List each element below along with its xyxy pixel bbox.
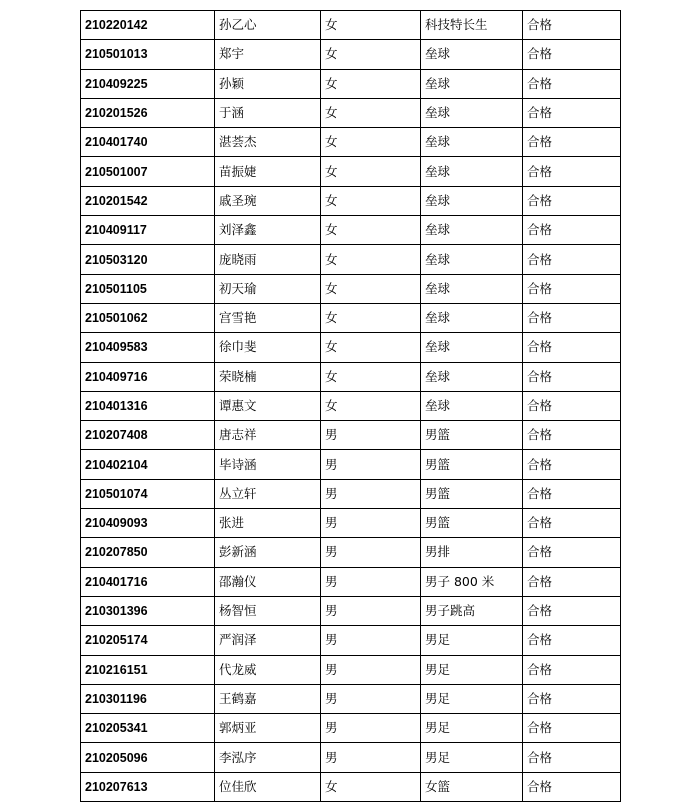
result-cell: 合格 xyxy=(523,714,621,743)
student-name-cell: 丛立轩 xyxy=(215,479,321,508)
result-cell: 合格 xyxy=(523,362,621,391)
table-row xyxy=(81,596,621,625)
result-cell: 合格 xyxy=(523,479,621,508)
student-id-cell: 210503120 xyxy=(81,245,215,274)
student-id-cell: 210207613 xyxy=(81,772,215,801)
student-name-cell: 毕诗涵 xyxy=(215,450,321,479)
result-cell: 合格 xyxy=(523,303,621,332)
table-row xyxy=(81,479,621,508)
specialty-item-cell: 垒球 xyxy=(421,128,523,157)
gender-cell: 男 xyxy=(321,421,421,450)
result-cell: 合格 xyxy=(523,274,621,303)
student-name-cell: 戚圣琬 xyxy=(215,186,321,215)
student-id-cell: 210201526 xyxy=(81,98,215,127)
result-cell: 合格 xyxy=(523,538,621,567)
student-name-cell: 严润泽 xyxy=(215,626,321,655)
student-name-cell: 荣晓楠 xyxy=(215,362,321,391)
student-name-cell: 于涵 xyxy=(215,98,321,127)
gender-cell: 男 xyxy=(321,626,421,655)
specialty-item-cell: 男篮 xyxy=(421,421,523,450)
result-cell: 合格 xyxy=(523,157,621,186)
roster-table xyxy=(80,10,621,802)
table-row xyxy=(81,450,621,479)
student-name-cell: 彭新涵 xyxy=(215,538,321,567)
specialty-item-cell: 垒球 xyxy=(421,98,523,127)
result-cell: 合格 xyxy=(523,186,621,215)
student-id-cell: 210207850 xyxy=(81,538,215,567)
student-name-cell: 孙乙心 xyxy=(215,11,321,40)
specialty-item-cell: 垒球 xyxy=(421,157,523,186)
gender-cell: 男 xyxy=(321,538,421,567)
gender-cell: 男 xyxy=(321,743,421,772)
gender-cell: 女 xyxy=(321,391,421,420)
gender-cell: 男 xyxy=(321,509,421,538)
specialty-item-cell: 男篮 xyxy=(421,509,523,538)
student-name-cell: 杨智恒 xyxy=(215,596,321,625)
result-cell: 合格 xyxy=(523,69,621,98)
table-row xyxy=(81,421,621,450)
result-cell: 合格 xyxy=(523,743,621,772)
result-cell: 合格 xyxy=(523,98,621,127)
gender-cell: 女 xyxy=(321,186,421,215)
result-cell: 合格 xyxy=(523,421,621,450)
specialty-item-cell: 男足 xyxy=(421,743,523,772)
gender-cell: 男 xyxy=(321,450,421,479)
student-id-cell: 210401716 xyxy=(81,567,215,596)
specialty-item-cell: 垒球 xyxy=(421,362,523,391)
student-name-cell: 代龙威 xyxy=(215,655,321,684)
student-id-cell: 210409583 xyxy=(81,333,215,362)
table-row xyxy=(81,303,621,332)
student-name-cell: 王鹤嘉 xyxy=(215,684,321,713)
student-name-cell: 庞晓雨 xyxy=(215,245,321,274)
table-row xyxy=(81,98,621,127)
table-row xyxy=(81,362,621,391)
result-cell: 合格 xyxy=(523,684,621,713)
specialty-item-cell: 男足 xyxy=(421,684,523,713)
student-id-cell: 210501062 xyxy=(81,303,215,332)
student-id-cell: 210205096 xyxy=(81,743,215,772)
student-name-cell: 苗振婕 xyxy=(215,157,321,186)
gender-cell: 女 xyxy=(321,98,421,127)
student-name-cell: 徐巾斐 xyxy=(215,333,321,362)
table-row xyxy=(81,128,621,157)
student-name-cell: 郭炳亚 xyxy=(215,714,321,743)
gender-cell: 女 xyxy=(321,40,421,69)
gender-cell: 女 xyxy=(321,274,421,303)
gender-cell: 男 xyxy=(321,567,421,596)
gender-cell: 女 xyxy=(321,216,421,245)
student-id-cell: 210501007 xyxy=(81,157,215,186)
specialty-item-cell: 垒球 xyxy=(421,216,523,245)
gender-cell: 女 xyxy=(321,69,421,98)
student-name-cell: 孙颖 xyxy=(215,69,321,98)
gender-cell: 女 xyxy=(321,333,421,362)
student-id-cell: 210409117 xyxy=(81,216,215,245)
table-row xyxy=(81,186,621,215)
result-cell: 合格 xyxy=(523,11,621,40)
student-name-cell: 初天瑜 xyxy=(215,274,321,303)
specialty-item-cell: 垒球 xyxy=(421,245,523,274)
result-cell: 合格 xyxy=(523,450,621,479)
gender-cell: 女 xyxy=(321,772,421,801)
specialty-item-cell: 男子 800 米 xyxy=(421,567,523,596)
specialty-item-cell: 垒球 xyxy=(421,69,523,98)
result-cell: 合格 xyxy=(523,128,621,157)
result-cell: 合格 xyxy=(523,509,621,538)
specialty-item-cell: 垒球 xyxy=(421,303,523,332)
result-cell: 合格 xyxy=(523,245,621,274)
specialty-item-cell: 男排 xyxy=(421,538,523,567)
student-id-cell: 210501074 xyxy=(81,479,215,508)
table-row xyxy=(81,509,621,538)
specialty-item-cell: 垒球 xyxy=(421,391,523,420)
table-row xyxy=(81,216,621,245)
student-name-cell: 邵瀚仪 xyxy=(215,567,321,596)
specialty-item-cell: 男足 xyxy=(421,655,523,684)
table-row xyxy=(81,333,621,362)
student-id-cell: 210205174 xyxy=(81,626,215,655)
table-row xyxy=(81,69,621,98)
gender-cell: 女 xyxy=(321,362,421,391)
table-row xyxy=(81,40,621,69)
roster-table-body xyxy=(81,11,621,802)
table-row xyxy=(81,655,621,684)
specialty-item-cell: 男篮 xyxy=(421,450,523,479)
specialty-item-cell: 垒球 xyxy=(421,40,523,69)
gender-cell: 女 xyxy=(321,303,421,332)
result-cell: 合格 xyxy=(523,772,621,801)
specialty-item-cell: 男足 xyxy=(421,626,523,655)
gender-cell: 女 xyxy=(321,157,421,186)
gender-cell: 女 xyxy=(321,128,421,157)
result-cell: 合格 xyxy=(523,391,621,420)
gender-cell: 男 xyxy=(321,596,421,625)
specialty-item-cell: 垒球 xyxy=(421,186,523,215)
specialty-item-cell: 女篮 xyxy=(421,772,523,801)
specialty-item-cell: 垒球 xyxy=(421,274,523,303)
student-id-cell: 210501013 xyxy=(81,40,215,69)
table-row xyxy=(81,743,621,772)
table-row xyxy=(81,274,621,303)
result-cell: 合格 xyxy=(523,333,621,362)
gender-cell: 男 xyxy=(321,479,421,508)
student-name-cell: 位佳欣 xyxy=(215,772,321,801)
table-row xyxy=(81,245,621,274)
roster-sheet xyxy=(80,10,620,802)
specialty-item-cell: 垒球 xyxy=(421,333,523,362)
student-id-cell: 210409716 xyxy=(81,362,215,391)
student-id-cell: 210401740 xyxy=(81,128,215,157)
student-id-cell: 210402104 xyxy=(81,450,215,479)
specialty-item-cell: 男子跳高 xyxy=(421,596,523,625)
gender-cell: 男 xyxy=(321,684,421,713)
table-row xyxy=(81,626,621,655)
specialty-item-cell: 男足 xyxy=(421,714,523,743)
student-id-cell: 210220142 xyxy=(81,11,215,40)
table-row xyxy=(81,714,621,743)
table-row xyxy=(81,157,621,186)
student-name-cell: 刘泽鑫 xyxy=(215,216,321,245)
gender-cell: 男 xyxy=(321,714,421,743)
student-id-cell: 210216151 xyxy=(81,655,215,684)
result-cell: 合格 xyxy=(523,655,621,684)
student-id-cell: 210409225 xyxy=(81,69,215,98)
table-row xyxy=(81,391,621,420)
student-name-cell: 宫雪艳 xyxy=(215,303,321,332)
result-cell: 合格 xyxy=(523,567,621,596)
student-name-cell: 谭惠文 xyxy=(215,391,321,420)
gender-cell: 女 xyxy=(321,11,421,40)
student-name-cell: 李泓序 xyxy=(215,743,321,772)
student-name-cell: 张进 xyxy=(215,509,321,538)
student-id-cell: 210409093 xyxy=(81,509,215,538)
table-row xyxy=(81,538,621,567)
gender-cell: 女 xyxy=(321,245,421,274)
table-row xyxy=(81,772,621,801)
student-id-cell: 210501105 xyxy=(81,274,215,303)
student-name-cell: 郑宇 xyxy=(215,40,321,69)
result-cell: 合格 xyxy=(523,596,621,625)
specialty-item-cell: 科技特长生 xyxy=(421,11,523,40)
table-row xyxy=(81,684,621,713)
student-id-cell: 210301196 xyxy=(81,684,215,713)
result-cell: 合格 xyxy=(523,216,621,245)
table-row xyxy=(81,11,621,40)
result-cell: 合格 xyxy=(523,626,621,655)
student-id-cell: 210201542 xyxy=(81,186,215,215)
result-cell: 合格 xyxy=(523,40,621,69)
table-row xyxy=(81,567,621,596)
student-id-cell: 210207408 xyxy=(81,421,215,450)
specialty-item-cell: 男篮 xyxy=(421,479,523,508)
student-id-cell: 210301396 xyxy=(81,596,215,625)
gender-cell: 男 xyxy=(321,655,421,684)
student-name-cell: 唐志祥 xyxy=(215,421,321,450)
student-id-cell: 210205341 xyxy=(81,714,215,743)
student-id-cell: 210401316 xyxy=(81,391,215,420)
student-name-cell: 湛荟杰 xyxy=(215,128,321,157)
